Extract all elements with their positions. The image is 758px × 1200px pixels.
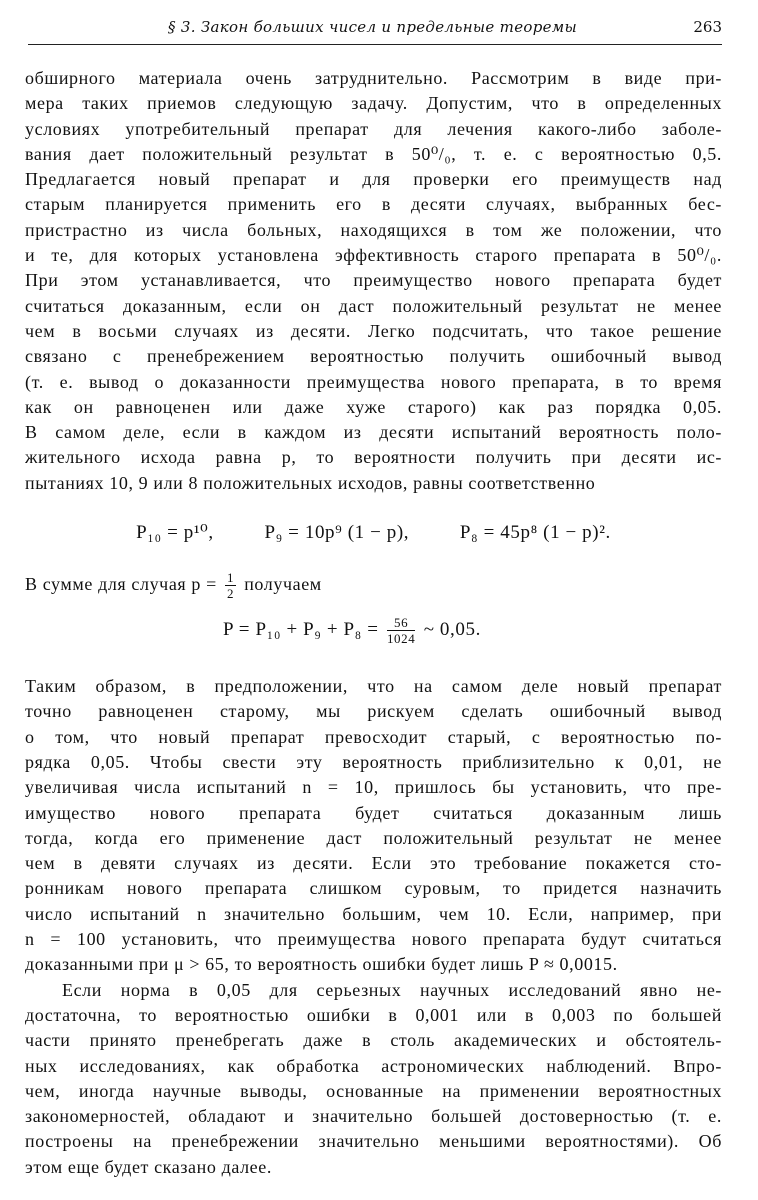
text-line: В самом деле, если в каждом из десяти испытаний вероятность поло- [25, 422, 722, 443]
header-title: § 3. Закон больших чисел и предельные теоремы [168, 18, 578, 36]
formula-sum-lhs: P = P₁₀ + P₉ + P₈ = [223, 619, 379, 641]
fraction-56-1024 [387, 615, 415, 646]
text-line: чем в восьми случаях из десяти. Легко подсчитать, что такое решение [25, 320, 722, 341]
text-line: считаться доказанным, если он даст положительный результат не менее [25, 295, 722, 316]
paragraph-3 [25, 978, 722, 1180]
fraction-numerator: 56 [387, 615, 415, 631]
text-line: имущество нового препарата будет считаться доказанным лишь [25, 802, 722, 823]
text-line: мера таких приемов следующую задачу. Допустим, что в определенных [25, 93, 722, 114]
text-line: как он равноценен или даже хуже старого) как раз порядка 0,05. [25, 396, 722, 417]
formula-sum-rhs: ~ 0,05. [423, 619, 481, 641]
page-number: 263 [693, 18, 722, 36]
text-line: старым планируется применить его в десяти случаях, выбранных бес- [25, 194, 722, 215]
paragraph-2 [25, 674, 722, 978]
text-line: этом еще будет сказано далее. [25, 1156, 272, 1177]
text-line: обширного материала очень затруднительно. Рассмотрим в виде при- [25, 68, 722, 88]
formula-probabilities [25, 516, 722, 550]
text-line: рядка 0,05. Чтобы свести эту вероятность приблизительно к 0,01, не [25, 751, 722, 772]
text-body [25, 66, 722, 1180]
formula-p8: P₈ = 45p⁸ (1 − p)². [459, 522, 611, 544]
text-line: пристрастно из числа больных, находящихся в том же положении, что [25, 219, 722, 240]
text-line: При этом устанавливается, что преимущество нового препарата будет [25, 270, 722, 291]
text-line: о том, что новый препарат превосходит старый, с вероятностью по- [25, 726, 722, 747]
text-line: пытаниях 10, 9 или 8 положительных исходов, равны соответственно [25, 472, 596, 493]
text-line: закономерностей, обладают и значительно большей достоверностью (т. е. [25, 1106, 722, 1127]
text-line: условиях употребительный препарат для лечения какого-либо заболе- [25, 118, 722, 139]
text-line: достаточна, то вероятностью ошибки в 0,001 или в 0,003 по большей [25, 1004, 722, 1025]
text-line: чем в девяти случаях из десяти. Если это требование покажется сто- [25, 853, 722, 874]
text-line: точно равноценен старому, мы рискуем сделать ошибочный вывод [25, 701, 722, 722]
fraction-denominator: 1024 [386, 631, 416, 647]
paragraph-1 [25, 66, 722, 496]
text-line: тогда, когда его применение даст положительный результат не менее [25, 827, 722, 848]
text-line: построены на пренебрежении значительно меньшими вероятностями). Об [25, 1131, 722, 1152]
formula-p10: P₁₀ = p¹⁰, [136, 522, 214, 544]
text-line: Предлагается новый препарат и для проверки его преимуществ над [25, 169, 722, 190]
text-line: Если норма в 0,05 для серьезных научных исследований явно не- [62, 979, 722, 1000]
text-line: число испытаний n значительно большим, чем 10. Если, например, при [25, 903, 722, 924]
text-line: увеличивая числа испытаний n = 10, пришлось бы установить, что пре- [25, 777, 722, 798]
fraction-denominator: 2 [226, 586, 235, 602]
text-line: доказанными при μ > 65, то вероятность ошибки будет лишь P ≈ 0,0015. [25, 954, 618, 975]
text-line: ных исследованиях, как обработка астрономических наблюдений. Впро- [25, 1055, 722, 1076]
text-line: (т. е. вывод о доказанности преимущества нового препарата, в то время [25, 371, 722, 392]
text-line: части принято пренебрегать даже в столь академических и обстоятель- [25, 1030, 722, 1051]
formula-p9: P₉ = 10p⁹ (1 − p), [264, 522, 410, 544]
text-line: жительного исхода равна p, то вероятности получить при десяти ис- [25, 447, 722, 468]
text-line: связано с пренебрежением вероятностью получить ошибочный вывод [25, 346, 722, 367]
fraction-numerator: 1 [226, 570, 235, 586]
sum-case-line [25, 566, 722, 602]
fraction-one-half [225, 570, 236, 601]
text-line: чем, иногда научные выводы, основанные на применении вероятностных [25, 1080, 722, 1101]
text-line: Таким образом, в предположении, что на самом деле новый препарат [25, 676, 722, 697]
text-line: и те, для которых установлена эффективность старого препарата в 50⁰/₀. [25, 245, 722, 266]
formula-sum [25, 610, 722, 650]
sum-case-after: получаем [244, 574, 322, 595]
sum-case-before: В сумме для случая p = [25, 574, 217, 595]
running-header [28, 18, 722, 45]
text-line: вания дает положительный результат в 50⁰/₀, т. е. с вероятностью 0,5. [25, 143, 722, 164]
text-line: ронникам нового препарата слишком суровым, то придется назначить [25, 878, 722, 899]
text-line: n = 100 установить, что преимущества нового препарата будут считаться [25, 929, 722, 950]
